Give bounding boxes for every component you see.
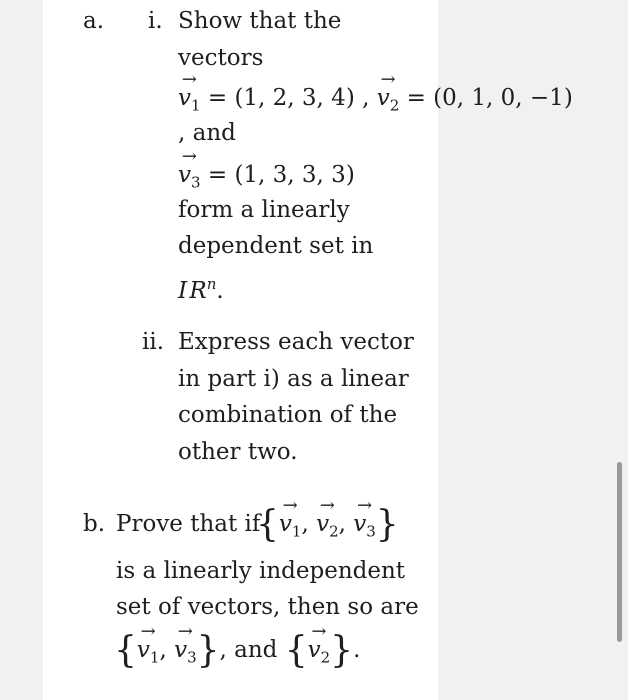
subset-v1: → $v_1$ [137,635,160,673]
part-a-ii-line2: in part i) as a linear [178,366,409,392]
part-a-i-number: i. [148,8,163,34]
part-b-line3: set of vectors, then so are [116,594,419,620]
part-b-line1: Prove that if [116,511,261,537]
vector-v3: → $v_3$ [178,160,201,198]
part-a-i-line-form: form a linearly [178,197,350,223]
part-a-ii-line4: other two. [178,439,298,465]
part-a-i-line2: vectors [178,45,264,71]
vector-equation-v1-v2 [178,83,573,121]
subset-v3: → $v_3$ [174,635,197,673]
part-b-label: b. [83,511,106,537]
set-v1-v2-v3: {→ $v_1$, → $v_2$, → $v_3$} [256,509,399,547]
and-word: , and [219,637,278,663]
vector-v2: → $v_2$ [377,83,400,121]
scrollbar[interactable] [617,462,622,642]
part-a-label: a. [83,8,105,34]
v1-value: = (1, 2, 3, 4) , [200,85,377,111]
vector-v1: → $v_1$ [178,83,201,121]
part-a-i-line1: Show that the [178,8,342,34]
v3-value: = (1, 3, 3, 3) [200,162,355,188]
subset-v2: → $v_2$ [308,635,331,673]
part-a-ii-line1: Express each vector [178,329,414,355]
part-b-line2: is a linearly independent [116,558,406,584]
part-a-ii-line3: combination of the [178,402,398,428]
vector-space-rn: I $R^n$. [178,275,224,304]
v2-value: = (0, 1, 0, −1) [399,85,573,111]
part-a-ii-number: ii. [142,329,165,355]
set-v2: → $v_2$ [316,509,339,547]
and-line: , and [178,120,236,146]
set-v3: → $v_3$ [353,509,376,547]
part-a-i-line-dependent: dependent set in [178,233,374,259]
set-v1: → $v_1$ [279,509,302,547]
vector-equation-v3 [178,160,355,198]
subsets-line: {→ $v_1$, → $v_3$}, and {→ $v_2$}. [114,635,360,673]
